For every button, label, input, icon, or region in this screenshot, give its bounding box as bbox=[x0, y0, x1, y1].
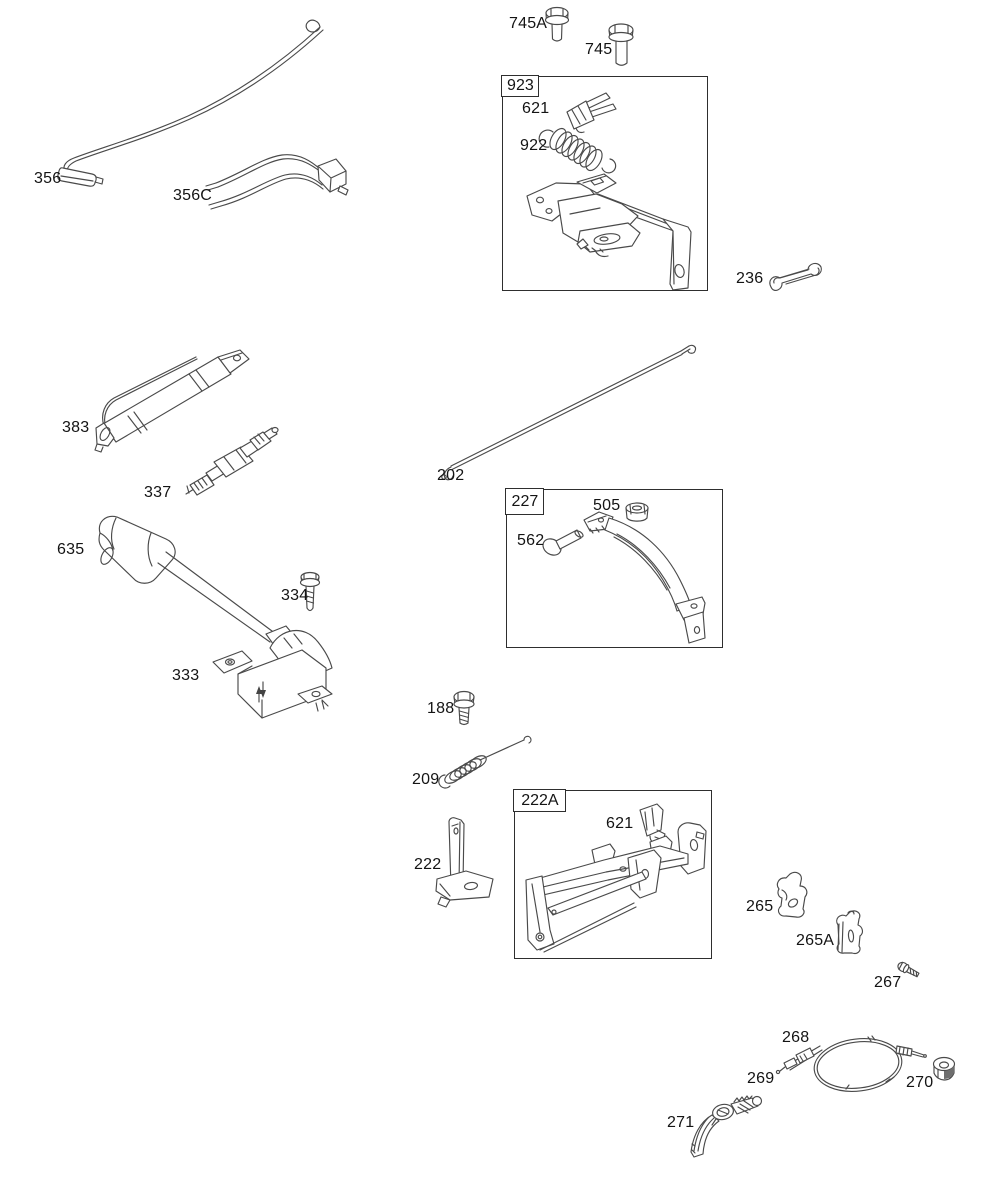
callout-337: 337 bbox=[144, 484, 172, 501]
callout-922: 922 bbox=[520, 137, 548, 154]
callout-188: 188 bbox=[427, 700, 455, 717]
callout-333: 333 bbox=[172, 667, 200, 684]
part-333-ignition-coil-drawing bbox=[213, 626, 332, 718]
callout-562: 562 bbox=[517, 532, 545, 549]
part-745A-bolt-drawing bbox=[546, 8, 569, 42]
group-label-923: 923 bbox=[501, 75, 539, 97]
part-270-nut-drawing bbox=[934, 1058, 955, 1081]
callout-269: 269 bbox=[747, 1070, 775, 1087]
part-265-clamp-drawing bbox=[777, 872, 806, 917]
part-265A-clamp-drawing bbox=[837, 911, 863, 953]
callout-334: 334 bbox=[281, 587, 309, 604]
group-label-222A: 222A bbox=[513, 789, 566, 812]
group-label-227: 227 bbox=[505, 488, 544, 515]
part-337-spark-plug-drawing bbox=[186, 428, 278, 496]
callout-202: 202 bbox=[437, 467, 465, 484]
part-356C-wire-harness-drawing bbox=[206, 155, 348, 209]
callout-745A: 745A bbox=[509, 15, 548, 32]
part-209-spring-drawing bbox=[439, 736, 531, 788]
part-745-bolt-drawing bbox=[609, 24, 633, 65]
part-188-screw-drawing bbox=[454, 692, 474, 725]
callout-268: 268 bbox=[782, 1029, 810, 1046]
callout-356C: 356C bbox=[173, 187, 213, 204]
callout-356: 356 bbox=[34, 170, 62, 187]
callout-505: 505 bbox=[593, 497, 621, 514]
part-236-s-hook-drawing bbox=[770, 263, 822, 290]
callout-222: 222 bbox=[414, 856, 442, 873]
callout-745: 745 bbox=[585, 41, 613, 58]
part-635-spark-plug-boot-drawing bbox=[98, 516, 276, 642]
callout-267: 267 bbox=[874, 974, 902, 991]
callout-236: 236 bbox=[736, 270, 764, 287]
callout-383: 383 bbox=[62, 419, 90, 436]
part-222-bracket-drawing bbox=[436, 818, 493, 907]
callout-265A: 265A bbox=[796, 932, 835, 949]
part-356-wire-drawing bbox=[58, 20, 323, 186]
callout-635: 635 bbox=[57, 541, 85, 558]
callout-271: 271 bbox=[667, 1114, 695, 1131]
part-202-link-rod-drawing bbox=[442, 345, 696, 479]
callout-621-222A: 621 bbox=[606, 815, 634, 832]
part-271-lever-drawing bbox=[691, 1096, 762, 1157]
callout-270: 270 bbox=[906, 1074, 934, 1091]
part-383-tube-drawing bbox=[95, 350, 249, 452]
callout-265: 265 bbox=[746, 898, 774, 915]
callout-621-923: 621 bbox=[522, 100, 550, 117]
callout-209: 209 bbox=[412, 771, 440, 788]
